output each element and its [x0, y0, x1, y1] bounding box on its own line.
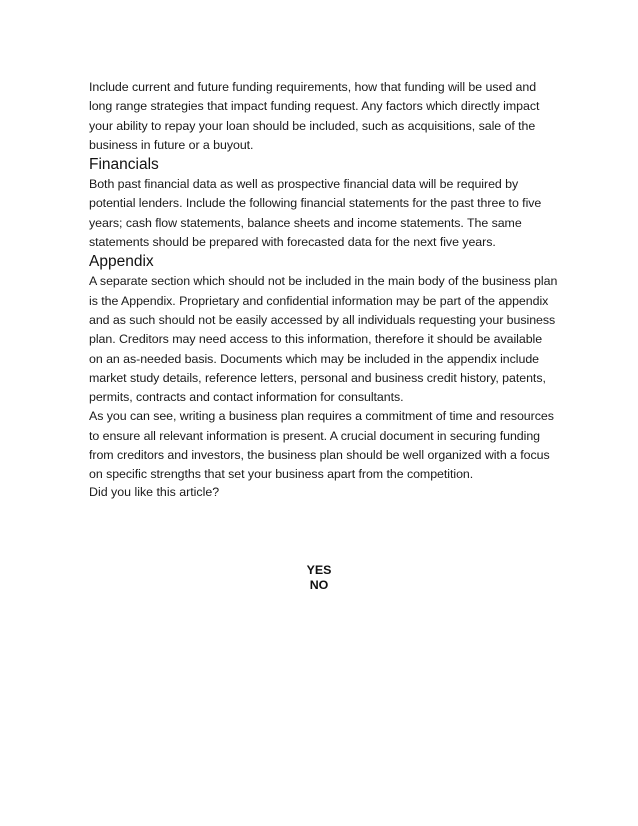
appendix-paragraph: A separate section which should not be included in the main body of the business plan is the Appendix. Proprietary and confidential information may be part of the appendix and as such should not be easily accessed by all individuals requesting your business plan. Creditors may need access to this information, therefore it should be available on an as-needed basis. Documents which may be included in the appendix include market study details, reference letters, personal and business credit history, patents, permits, contracts and contact information for consultants.	[89, 274, 558, 405]
no-link[interactable]: NO	[309, 578, 329, 592]
yes-link[interactable]: YES	[306, 563, 332, 577]
feedback-question: Did you like this article?	[89, 484, 220, 499]
financials-heading: Financials	[89, 156, 159, 174]
document-body	[89, 78, 559, 500]
conclusion-paragraph: As you can see, writing a business plan requires a commitment of time and resources to ensure all relevant information is present. A crucial document in securing funding from creditors and investors, the business plan should be well organized with a focus on specific strengths that set your business apart from the competition.	[89, 409, 554, 482]
intro-paragraph: Include current and future funding requirements, how that funding will be used and long range strategies that impact funding request. Any factors which directly impact your ability to repay your loan should be included, such as acquisitions, sale of the business in future or a buyout.	[89, 80, 540, 152]
feedback-answers	[0, 563, 638, 593]
financials-paragraph: Both past financial data as well as prospective financial data will be required by potential lenders. Include the following financial statements for the past three to five years; cash flow statements, balance sheets and income statements. The same statements should be prepared with forecasted data for the next five years.	[89, 177, 542, 250]
appendix-heading: Appendix	[89, 253, 154, 271]
